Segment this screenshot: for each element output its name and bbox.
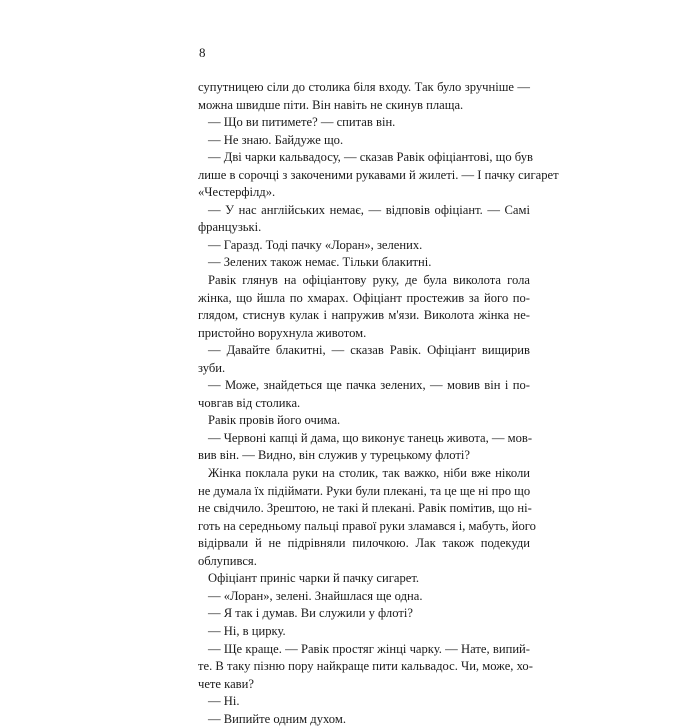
text-line: те. В таку пізню пору найкраще пити кальвадос. Чи, може, хо- xyxy=(198,659,533,674)
text-line: зуби. xyxy=(198,360,226,375)
text-line: глядом, стиснув кулак і напружив м'язи. Виколота жінка не- xyxy=(198,308,530,323)
text-line: вив він. — Видно, він служив у турецькому флоті? xyxy=(198,448,471,463)
text-line: відірвали й не підрівняли пилочкою. Лак також подекуди xyxy=(198,536,530,551)
text-line: не думала їх підіймати. Руки були плекані, та це ще ні про що xyxy=(198,483,531,498)
text-line: не свідчило. Зрештою, не такі й плекані. Равік помітив, що ні- xyxy=(198,501,532,516)
text-line: — Дві чарки кальвадосу, — сказав Равік офіціантові, що був xyxy=(208,150,533,165)
text-line: — У нас англійських немає, — відповів офіціант. — Самі xyxy=(208,202,530,217)
text-line: — Ще краще. — Равік простяг жінці чарку. — Нате, випий- xyxy=(208,641,530,656)
text-line: Равік глянув на офіціантову руку, де була виколота гола xyxy=(208,273,530,288)
text-line: — Я так і думав. Ви служили у флоті? xyxy=(208,606,413,621)
text-line: — Червоні капці й дама, що виконує танець живота, — мов- xyxy=(208,430,533,445)
text-line: Офіціант приніс чарки й пачку сигарет. xyxy=(208,571,420,586)
text-line: пристойно ворухнула животом. xyxy=(198,325,367,340)
text-line: французькі. xyxy=(198,220,262,235)
text-line: Равік провів його очима. xyxy=(208,413,341,428)
text-line: — Випийте одним духом. xyxy=(208,711,346,726)
text-line: — Давайте блакитні, — сказав Равік. Офіціант вищирив xyxy=(208,343,530,358)
text-line: Жінка поклала руки на столик, так важко, ніби вже ніколи xyxy=(208,466,530,481)
text-line: — Зелених також немає. Тільки блакитні. xyxy=(208,255,432,270)
text-line: — Може, знайдеться ще пачка зелених, — мовив він і по- xyxy=(208,378,530,393)
text-line: облупився. xyxy=(198,553,257,568)
page-number: 8 xyxy=(199,45,206,60)
text-line: — Ні, в цирку. xyxy=(208,623,286,638)
text-line: — Гаразд. Тоді пачку «Лоран», зелених. xyxy=(208,237,423,252)
text-line: жінка, що йшла по хмарах. Офіціант простежив за його по- xyxy=(198,290,530,305)
text-line: — Не знаю. Байдуже що. xyxy=(208,132,344,147)
text-line: — «Лоран», зелені. Знайшлася ще одна. xyxy=(208,588,423,603)
text-line: — Що ви питимете? — спитав він. xyxy=(208,115,396,130)
text-line: — Ні. xyxy=(208,694,240,709)
text-line: човгав від столика. xyxy=(198,395,301,410)
text-line: «Честерфілд». xyxy=(198,185,276,200)
text-line: чете кави? xyxy=(198,676,254,691)
text-line: можна швидше піти. Він навіть не скинув плаща. xyxy=(198,97,464,112)
text-line: готь на середньому пальці правої руки зламався і, мабуть, його xyxy=(198,518,536,533)
text-line: лише в сорочці з закоченими рукавами й жилеті. — І пачку сигарет xyxy=(198,167,559,182)
text-line: супутницею сіли до столика біля входу. Так було зручніше — xyxy=(198,80,530,94)
body-text xyxy=(198,79,559,728)
